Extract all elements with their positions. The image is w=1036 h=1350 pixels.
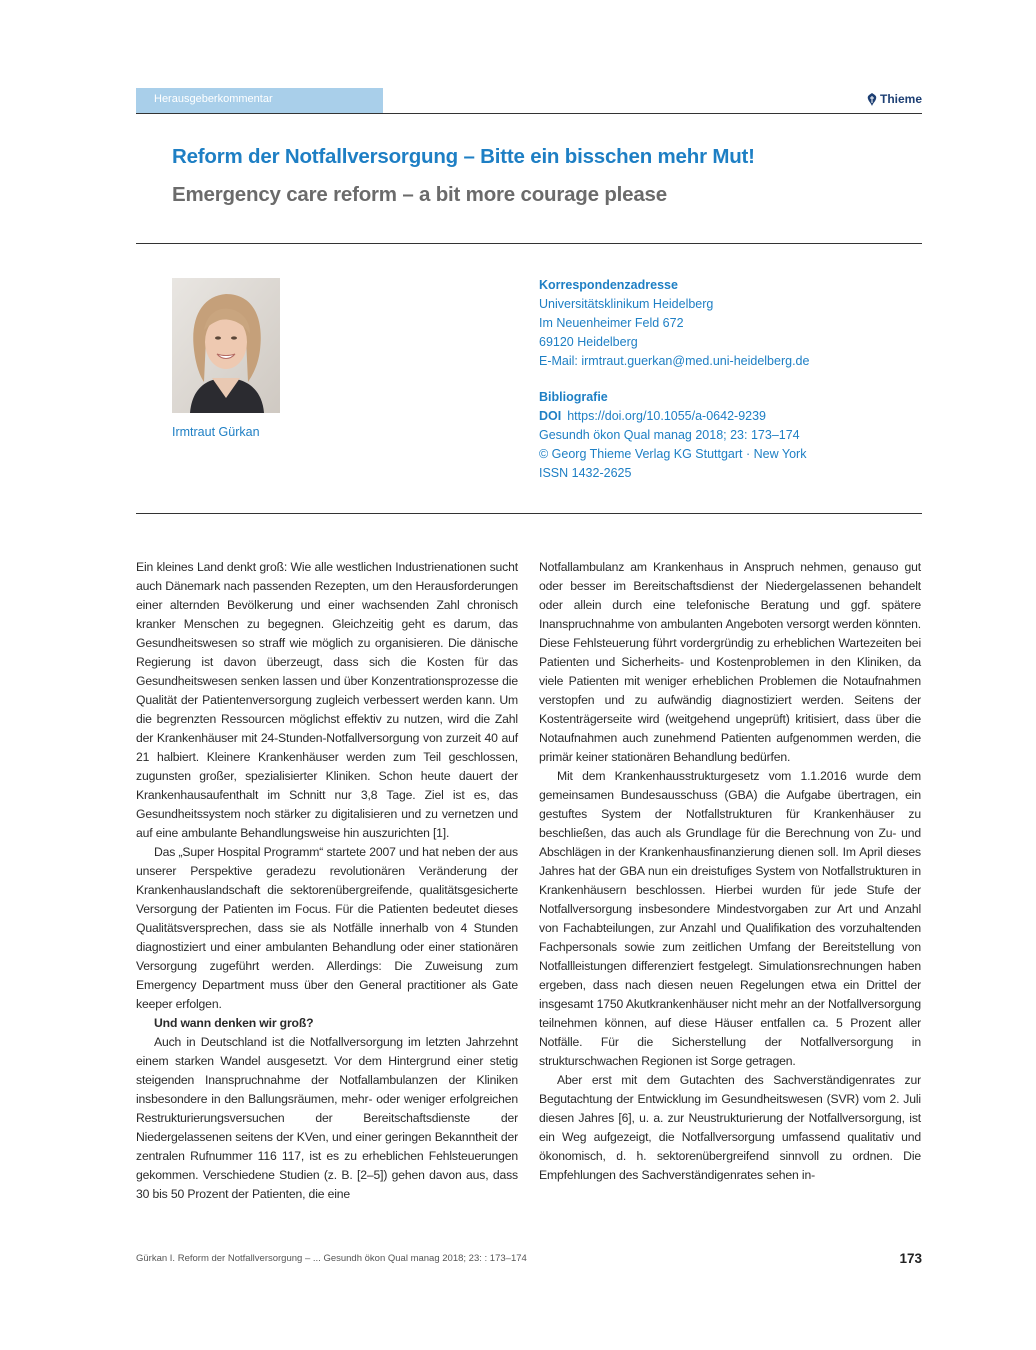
author-photo bbox=[172, 278, 280, 413]
author-name: Irmtraut Gürkan bbox=[172, 425, 260, 439]
body-paragraph: Das „Super Hospital Programm“ startete 2007 und hat neben der aus unserer Perspektive geradezu revolutionären Veränderung der Krankenhauslandschaft die sektorenübergreifende, qualitätsgesicherte Versorgung der Patienten im Focus. Für die Patienten bedeutet dieses Qualitätsversprechen, dass sie als Notfälle innerhalb von 4 Stunden diagnostiziert und einer ambulanten Behandlung oder einer stationären Versorgung zugeführt werden. Allerdings: Die Zuweisung zum Emergency Department muss über den General practitioner als Gate keeper erfolgen. bbox=[136, 845, 518, 1011]
footer-citation: Gürkan I. Reform der Notfallversorgung – ... Gesundh ökon Qual manag 2018; 23: : 173–174 bbox=[136, 1253, 527, 1264]
correspondence-line: Im Neuenheimer Feld 672 bbox=[539, 316, 684, 330]
bibliography-line: © Georg Thieme Verlag KG Stuttgart · New York bbox=[539, 447, 807, 461]
body-column-left bbox=[136, 558, 518, 1204]
body-paragraph: Auch in Deutschland ist die Notfallversorgung im letzten Jahrzehnt einem starken Wandel ausgesetzt. Vor dem Hintergrund einer stetig steigenden Inanspruchnahme der Notfallambulanzen der Kliniken insbesondere in den Ballungsräumen, mehr- oder weniger erfolgreichen Restrukturierungsversuchen der Bereitschaftsdienste der Niedergelassenen seitens der KVen, und einer geringen Bekanntheit der zentralen Rufnummer 116 117, ist es zu erheblichen Fehlsteuerungen gekommen. Verschiedene Studien (z. B. [2–5]) gehen davon aus, dass 30 bis 50 Prozent der Patienten, die eine bbox=[136, 1035, 518, 1201]
correspondence-block bbox=[539, 276, 809, 371]
correspondence-line: Universitätsklinikum Heidelberg bbox=[539, 297, 714, 311]
page-number: 173 bbox=[899, 1251, 922, 1266]
bibliography-heading: Bibliografie bbox=[539, 390, 608, 404]
title-divider bbox=[136, 243, 922, 244]
correspondence-line: 69120 Heidelberg bbox=[539, 335, 638, 349]
bibliography-line: ISSN 1432-2625 bbox=[539, 466, 632, 480]
info-divider bbox=[136, 513, 922, 514]
body-paragraph: Mit dem Krankenhausstrukturgesetz vom 1.1.2016 wurde dem gemeinsamen Bundesausschuss (GBA) die Aufgabe übertragen, ein gestuftes System der Notfallstrukturen für Krankenhäuser zu beschließen, das auch als Grundlage für die Berechnung von Zu- und Abschlägen in der Krankenhausfinanzierung dienen soll. Im April dieses Jahres hat der GBA nun ein dreistufiges System von Notfallstrukturen in Krankenhäusern beschlossen. Hierbei wurden für jede Stufe der Notfallversorgung insbesondere Mindestvorgaben zur Art und Anzahl von Fachabteilungen, zur Anzahl und Qualifikation des vorzuhaltenden Fachpersonals sowie zum zeitlichen Umfang der Bereitstellung von Notfallleistungen differenziert festgelegt. Simulationsrechnungen haben ergeben, dass nach diesen neuen Regelungen etwa ein Drittel der insgesamt 1750 Akutkrankenhäuser nicht mehr an der Notfallversorgung teilnehmen können, auf diese Häuser entfallen ca. 5 Prozent aller Notfälle. Für die Sicherstellung der Notfallversorgung in strukturschwachen Regionen ist Sorge getragen. bbox=[539, 769, 921, 1068]
bibliography-block bbox=[539, 388, 806, 483]
thieme-emblem-icon bbox=[867, 93, 877, 106]
section-label: Herausgeberkommentar bbox=[136, 88, 383, 114]
article-title-german: Reform der Notfallversorgung – Bitte ein bisschen mehr Mut! bbox=[172, 145, 755, 168]
doi-row bbox=[539, 407, 806, 426]
body-subheading: Und wann denken wir groß? bbox=[154, 1016, 314, 1030]
publisher-name: Thieme bbox=[879, 92, 922, 106]
article-title-english: Emergency care reform – a bit more courage please bbox=[172, 183, 667, 206]
body-paragraph: Ein kleines Land denkt groß: Wie alle westlichen Industrienationen sucht auch Dänemark nach passenden Rezepten, um den Herausforderungen einer alternden Bevölkerung und einer wachsenden Zahl chronisch kranker Menschen zu begegnen. Gleichzeitig geht es darum, das Gesundheitswesen so straff wie möglich zu organisieren. Die dänische Regierung ist davon überzeugt, dass sich die Kosten für das Gesundheitswesen senken lassen und über Konzentrationsprozesse die Qualität der Patientenversorgung zugleich verbessert werden kann. Um die begrenzten Ressourcen möglichst effektiv zu nutzen, wird die Zahl der Krankenhäuser mit 24-Stunden-Notfallversorgung von zurzeit 40 auf 21 halbiert. Kleinere Krankenhäuser werden zum Teil geschlossen, zugunsten großer, spezialisierter Kliniken. Schon heute dauert der Krankenhausaufenthalt im Schnitt nur 3,8 Tage. Ziel ist es, das Gesundheitssystem noch stärker zu digitalisieren und zu vernetzen und auf eine ambulante Behandlungsweise hin auszurichten [1]. bbox=[136, 560, 518, 840]
body-column-right bbox=[539, 558, 921, 1185]
body-paragraph: Aber erst mit dem Gutachten des Sachverständigenrates zur Begutachtung der Entwicklung im Gesundheitswesen (SVR) vom 2. Juli diesen Jahres [6], u. a. zur Neustrukturierung der Notfallversorgung, ist ein Weg aufgezeigt, die Notfallversorgung umfassend qualitativ und ökonomisch, d. h. sektorenübergreifend sinnvoll zu ordnen. Die Empfehlungen des Sachverständigenrates sehen in- bbox=[539, 1073, 921, 1182]
publisher-logo bbox=[867, 92, 922, 106]
body-paragraph: Notfallambulanz am Krankenhaus in Anspruch nehmen, genauso gut oder besser im Bereitschaftsdienst der Niedergelassenen behandelt oder allein durch eine telefonische Beratung und ggf. spätere Inanspruchnahme von ambulanten Angeboten versorgt werden könnten. Diese Fehlsteuerung führt vordergründig zu erheblichen Wartezeiten bei Patienten und Sicherheits- und Kostenproblemen in den Kliniken, da viele Patienten mit weniger erheblichen Problemen die Notaufnahmen verstopfen und zu aufwändig diagnostiziert werden. Seitens der Kostenträgerseite wird (weitgehend ungeprüft) kritisiert, dass über die Notaufnahmen auch zunehmend Patienten aufgenommen werden, die primär keiner stationären Behandlung bedürfen. bbox=[539, 560, 921, 764]
email-link[interactable]: E-Mail: irmtraut.guerkan@med.uni-heidelberg.de bbox=[539, 354, 810, 368]
doi-link[interactable]: https://doi.org/10.1055/a-0642-9239 bbox=[567, 409, 766, 423]
correspondence-heading: Korrespondenzadresse bbox=[539, 278, 678, 292]
doi-label: DOI bbox=[539, 409, 562, 423]
bibliography-line: Gesundh ökon Qual manag 2018; 23: 173–174 bbox=[539, 428, 800, 442]
header-rule bbox=[136, 113, 922, 114]
